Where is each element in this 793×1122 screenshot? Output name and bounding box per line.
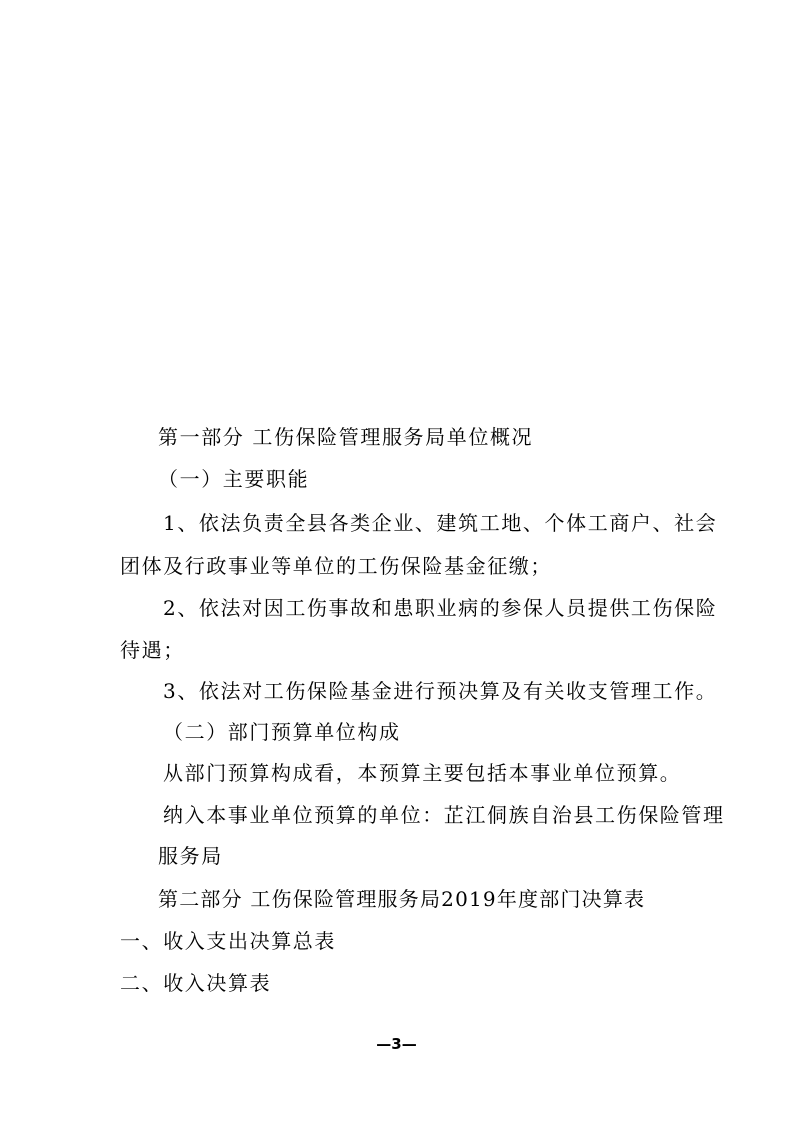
section2-heading: （二）部门预算单位构成 <box>163 720 401 744</box>
item2-line1: 2、依法对因工伤事故和患职业病的参保人员提供工伤保险 <box>163 596 718 620</box>
page-number: —3— <box>376 1035 417 1053</box>
item1-line2: 团体及行政事业等单位的工伤保险基金征缴； <box>120 554 552 578</box>
para2-line1: 纳入本事业单位预算的单位：芷江侗族自治县工伤保险管理 <box>163 803 725 827</box>
part1-heading: 第一部分 工伤保险管理服务局单位概况 <box>158 425 534 449</box>
item1-line1: 1、依法负责全县各类企业、建筑工地、个体工商户、社会 <box>163 511 718 535</box>
para1: 从部门预算构成看，本预算主要包括本事业单位预算。 <box>163 761 682 785</box>
item2-line2: 待遇； <box>120 638 185 662</box>
item3: 3、依法对工伤保险基金进行预决算及有关收支管理工作。 <box>163 679 718 703</box>
para2-line2: 服务局 <box>158 844 223 868</box>
section1-heading: （一）主要职能 <box>158 467 310 491</box>
part2-heading: 第二部分 工伤保险管理服务局2019年度部门决算表 <box>158 887 646 911</box>
list-item-1: 一、收入支出决算总表 <box>120 929 336 953</box>
list-item-2: 二、收入决算表 <box>120 971 272 995</box>
